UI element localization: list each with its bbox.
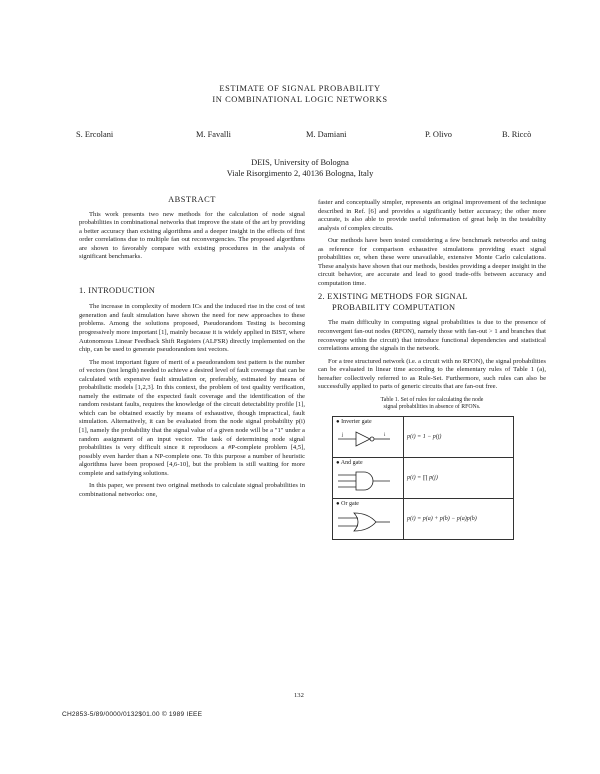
section-2-heading-line-1: 2. EXISTING METHODS FOR SIGNAL (318, 292, 468, 302)
gate-cell: ● Inverter gate j i (333, 417, 404, 458)
svg-text:j: j (342, 432, 344, 438)
rules-table (332, 416, 514, 540)
formula-cell: p(i) = p(a) + p(b) − p(a)p(b) (404, 499, 514, 540)
formula-cell: p(i) = ∏ p(j) (404, 458, 514, 499)
svg-text:i: i (384, 432, 386, 438)
author-1: S. Ercolani (76, 130, 114, 139)
section-2-heading (318, 292, 546, 313)
gate-label: Inverter gate (341, 419, 372, 426)
right-paragraph-2: Our methods have been tested considering a few benchmark networks and using as reference for comparison exhaustive simulations providing exact signal probabilities or, when these were unavailable, extensive Monte Carlo calculations. These analysis have shown that our methods, besides providing a deeper insight in the circuit behavior, are accurate and lead to good trade-offs between accuracy and computation time. (318, 237, 546, 287)
intro-paragraph-2: The most important figure of merit of a pseudorandom test pattern is the number of vectors (test length) needed to achieve a desired level of fault coverage that can be calculated with expensive fault simulation or, preferably, estimated by means of probabilistic models [1,2,3]. In this context, the problem of test quality verification, namely the estimate of the expected fault coverage and the identification of the random resistant faults, requires the knowledge of the circuit detectability profile [1], which can be obtained exactly by means of exhaustive, though impractical, fault simulation. Alternatively, it can be evaluated from the node signal probability p(i) [1], namely the probability that the signal value of a given node will be a "1" under a random assignment of an input vector. The task of determining node signal probabilities is very difficult since it reproduces a #P-complete problem [4,5], possibly even harder than a NP-complete one. To this purpose a number of heuristic algorithms have been proposed [4,6-10], but the problem is still waiting for more complete and satisfying solutions. (79, 358, 305, 477)
gate-cell: ● Or gate (333, 499, 404, 540)
right-paragraph-1: faster and conceptually simpler, represents an original improvement of the technique described in Ref. [6] and provides a significantly better accuracy; the other more accurate, is also able to provide useful information of great help in the testability analysis of complex circuits. (318, 199, 546, 232)
abstract-heading: ABSTRACT (168, 195, 216, 204)
author-2: M. Favalli (196, 130, 231, 139)
and-gate-icon (336, 469, 394, 493)
table-caption-line-1: Table 1. Set of rules for calculating the node (380, 396, 484, 403)
author-5: B. Riccò (502, 130, 532, 139)
gate-label: And gate (340, 460, 363, 467)
left-column (79, 196, 305, 503)
table-caption-line-2: signal probabilities in absence of RFONs. (383, 404, 481, 411)
page-number: 132 (294, 692, 304, 699)
gate-cell: ● And gate (333, 458, 404, 499)
title-line-2: IN COMBINATIONAL LOGIC NETWORKS (212, 94, 388, 104)
section-2-heading-line-2: PROBABILITY COMPUTATION (332, 302, 456, 312)
right-paragraph-4: For a tree structured network (i.e. a circuit with no RFON), the signal probabilities can be evaluated in linear time according to the elementary rules of Table 1 (a), hereafter collectively referred to as Rule-Set. Furthermore, such rules can also be successfully applied to parts of generic circuits that are fan-out free. (318, 357, 546, 391)
table-caption (318, 397, 546, 412)
abstract-text: This work presents two new methods for the calculation of node signal probabilities in combinational networks that improve the state of the art by providing a better accuracy than existing algorithms and a deeper insight in the effects of first order correlations due to multiple fan out reconvergencies. The proposed algorithms are shown to favorably compare with existing procedures in the analysis of significant benchmarks. (79, 210, 305, 261)
intro-paragraph-3: In this paper, we present two original methods to calculate signal probabilities in combinational networks: one, (79, 482, 305, 498)
table-row (333, 417, 514, 458)
right-paragraph-3: The main difficulty in computing signal probabilities is due to the presence of reconvergent fan-out nodes (RFON), namely those with fan-out > 1 and branches that reconverge within the circuit) that introduce functional dependencies and statistical correlations among the signals in the network. (318, 319, 546, 353)
table-row (333, 499, 514, 540)
table-row (333, 458, 514, 499)
author-list (0, 130, 600, 142)
affiliation (0, 158, 600, 179)
paper-title (0, 84, 600, 105)
intro-paragraph-1: The increase in complexity of modern ICs and the induced rise in the cost of test generation and fault simulation have shown the need for new approaches to these problems. Among the solutions proposed, Pseudorandom Testing is becoming progressively more important [1], mainly because it is widely applied in BIST, where Autonomous Linear Feedback Shift Registers (ALFSR) directly implemented on the chip, can be used to generate pseudorandom test vectors. (79, 303, 305, 354)
formula-cell: p(i) = 1 − p(j) (404, 417, 514, 458)
or-gate-icon (336, 510, 394, 534)
author-3: M. Damiani (306, 130, 347, 139)
intro-heading: 1. INTRODUCTION (79, 285, 156, 295)
ieee-code: CH2853-5/89/0000/0132$01.00 © 1989 IEEE (62, 711, 203, 718)
right-column (318, 199, 546, 540)
title-line-1: ESTIMATE OF SIGNAL PROBABILITY (219, 84, 381, 93)
affiliation-line-2: Viale Risorgimento 2, 40136 Bologna, Italy (226, 168, 374, 178)
affiliation-line-1: DEIS, University of Bologna (251, 158, 349, 167)
gate-label: Or gate (341, 501, 359, 508)
author-4: P. Olivo (425, 130, 452, 139)
inverter-gate-icon (336, 428, 394, 450)
